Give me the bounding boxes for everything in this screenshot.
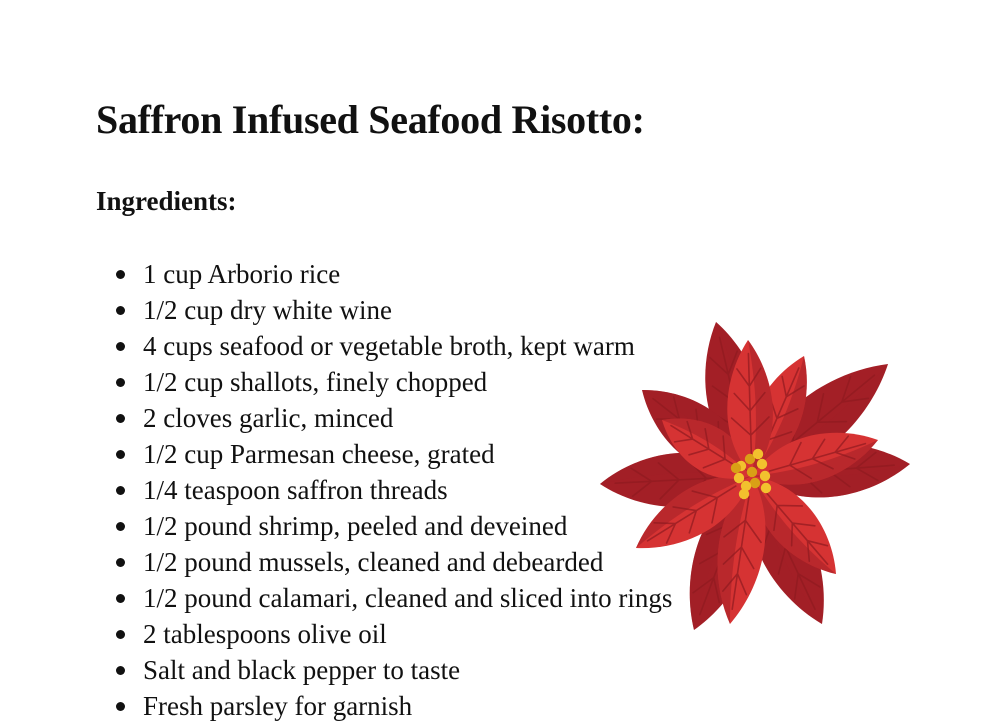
list-item: 1/2 cup Parmesan cheese, grated	[96, 436, 672, 472]
stamen-dot	[734, 473, 744, 483]
ingredients-list	[96, 256, 672, 724]
list-item: Fresh parsley for garnish	[96, 688, 672, 724]
list-item: 1/2 cup shallots, finely chopped	[96, 364, 672, 400]
list-item: 1/2 pound mussels, cleaned and debearded	[96, 544, 672, 580]
list-item: Salt and black pepper to taste	[96, 652, 672, 688]
stamen-dot	[761, 483, 771, 493]
poinsettia-icon	[598, 316, 912, 634]
stamen-dot	[731, 463, 741, 473]
list-item: 4 cups seafood or vegetable broth, kept warm	[96, 328, 672, 364]
stamen-dot	[757, 459, 767, 469]
list-item: 1 cup Arborio rice	[96, 256, 672, 292]
stamen-dot	[739, 489, 749, 499]
list-item: 2 cloves garlic, minced	[96, 400, 672, 436]
ingredients-heading: Ingredients:	[96, 186, 237, 216]
stamen-dot	[750, 478, 760, 488]
recipe-title: Saffron Infused Seafood Risotto:	[96, 97, 645, 142]
list-item: 1/2 pound shrimp, peeled and deveined	[96, 508, 672, 544]
list-item: 1/2 cup dry white wine	[96, 292, 672, 328]
list-item: 2 tablespoons olive oil	[96, 616, 672, 652]
stamen-dot	[753, 449, 763, 459]
list-item: 1/4 teaspoon saffron threads	[96, 472, 672, 508]
list-item: 1/2 pound calamari, cleaned and sliced into rings	[96, 580, 672, 616]
stamen-dot	[747, 467, 757, 477]
stamen-dot	[760, 471, 770, 481]
